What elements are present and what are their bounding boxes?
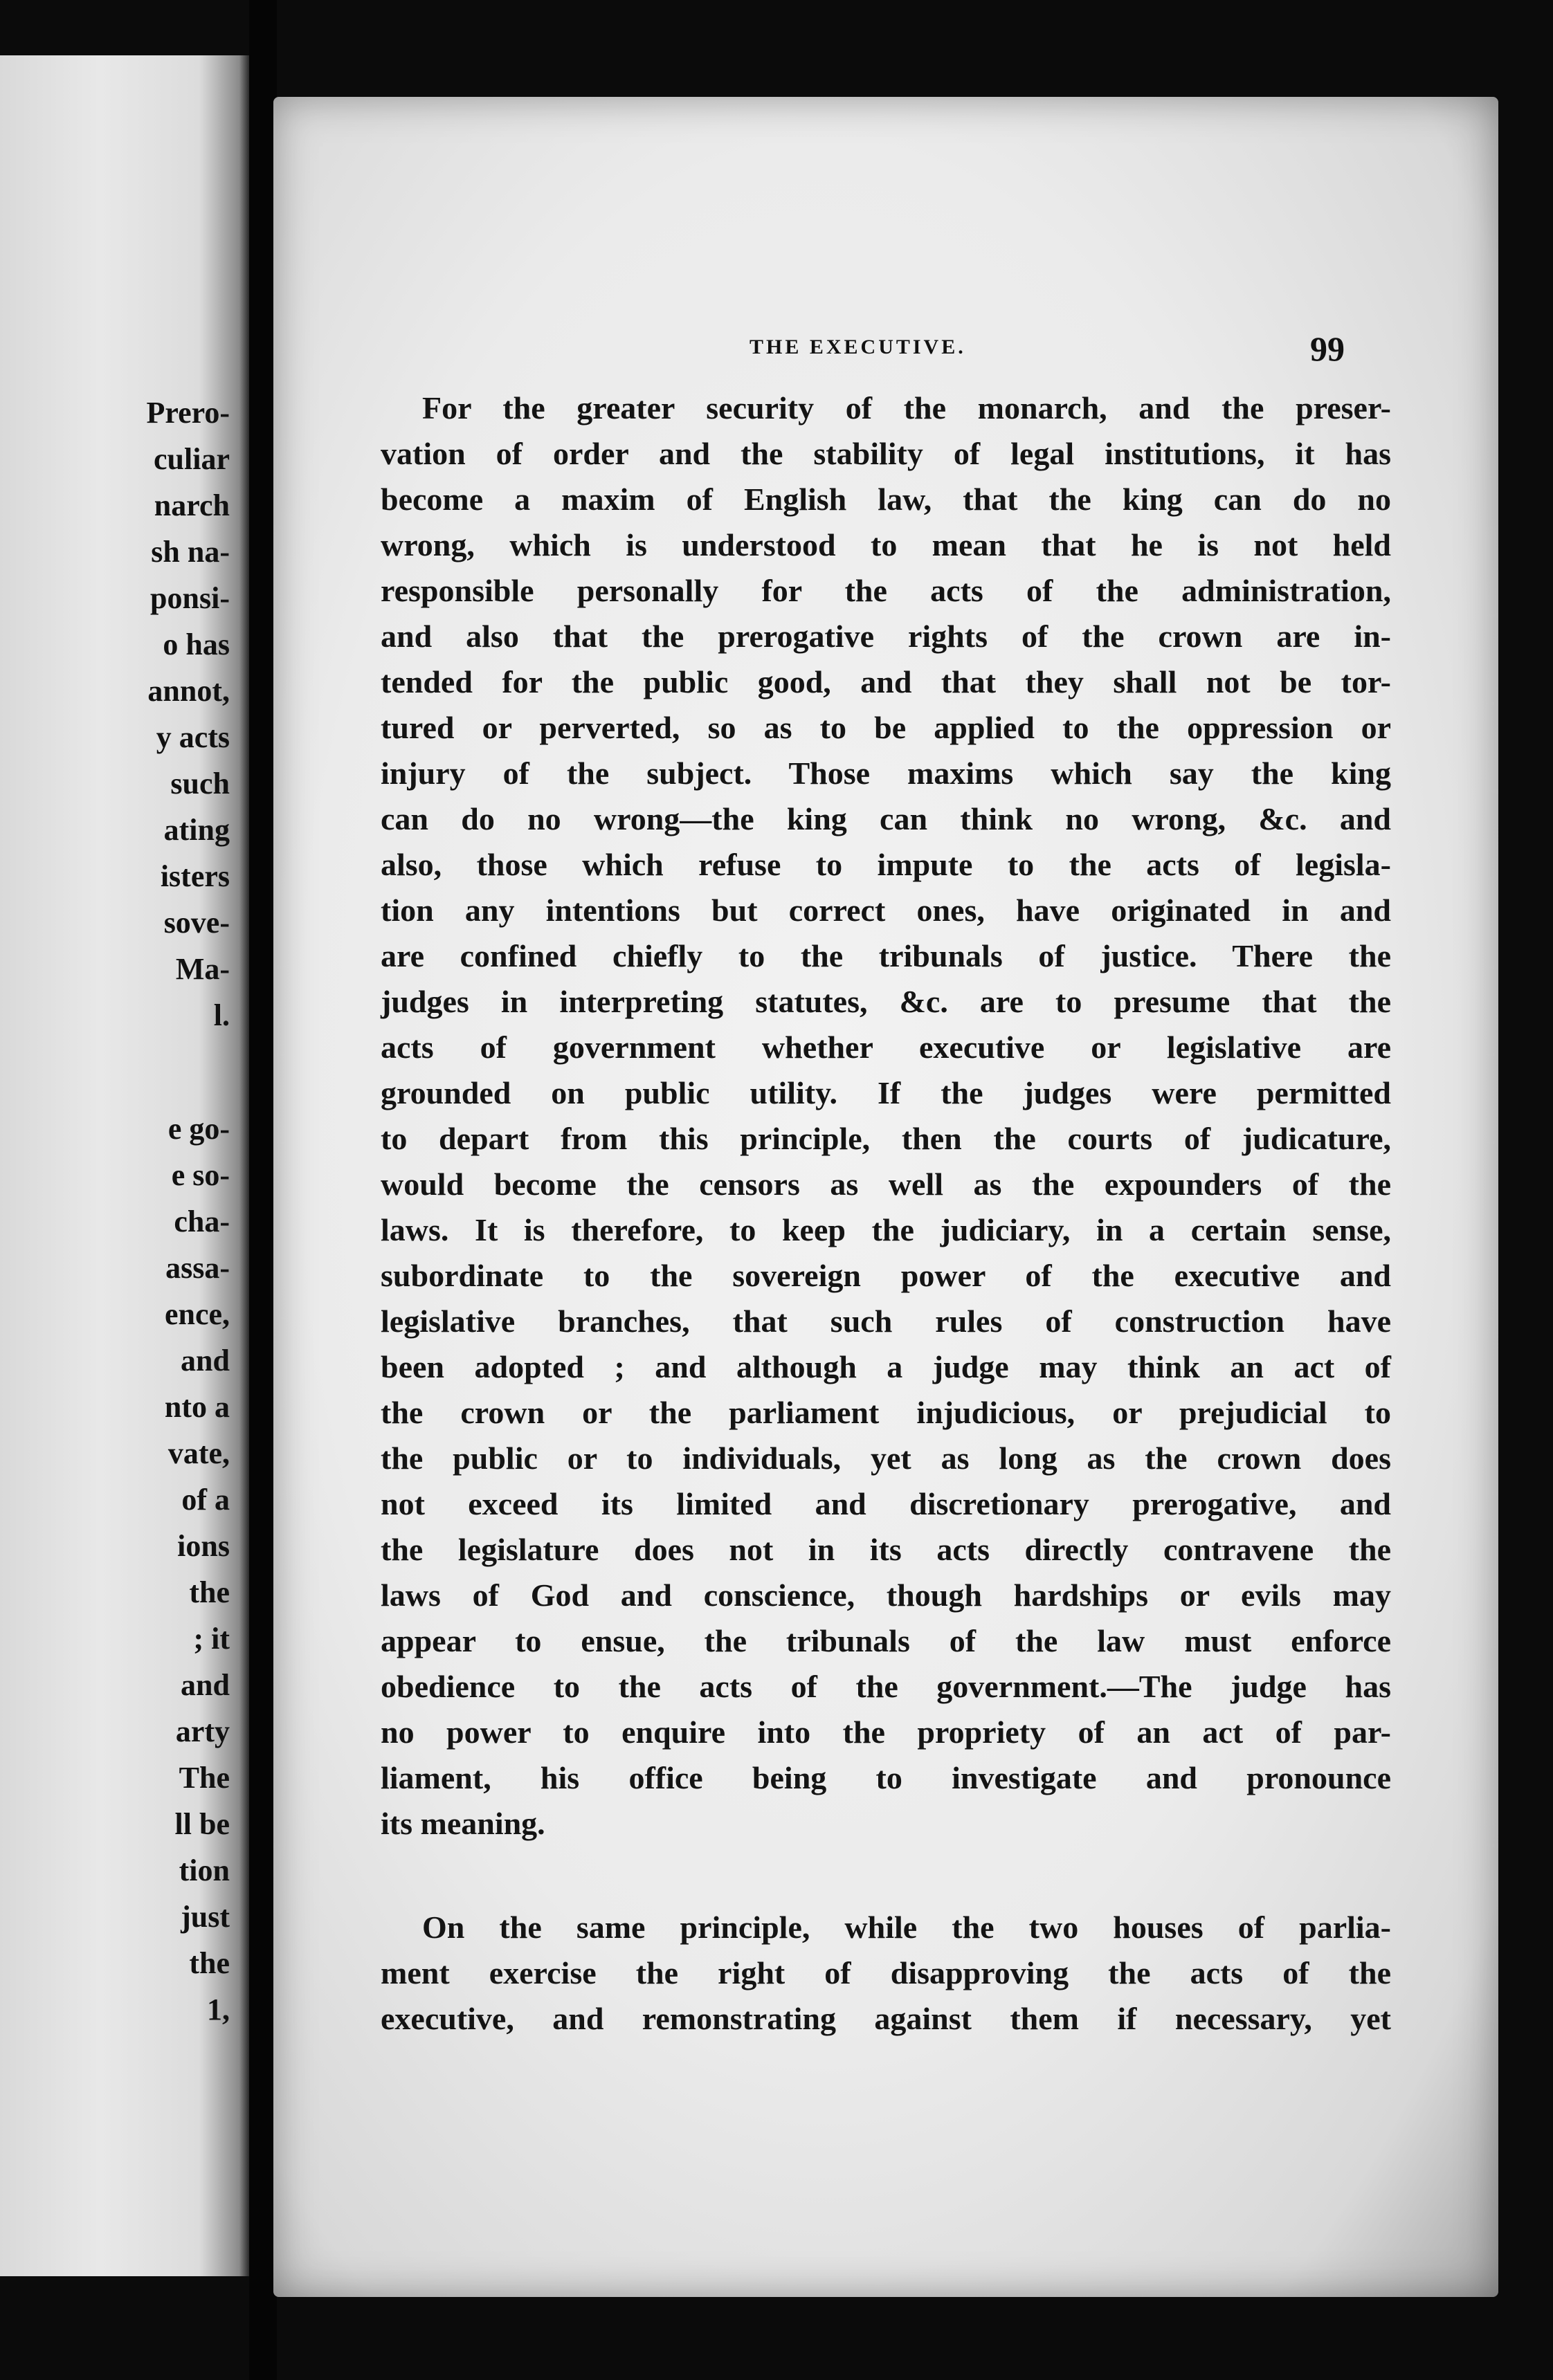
- text-line: ment exercise the right of disapproving the acts of the: [381, 1955, 1391, 1990]
- left-page-fragment: of a: [181, 1483, 230, 1517]
- text-line: grounded on public utility. If the judges were permitted: [381, 1075, 1391, 1110]
- text-line: and also that the prerogative rights of the crown are in-: [381, 619, 1391, 654]
- text-line: no power to enquire into the propriety of an act of par-: [381, 1714, 1391, 1750]
- running-head: THE EXECUTIVE.: [750, 336, 966, 358]
- left-page-fragment: and: [181, 1344, 230, 1377]
- left-page-fragment: and: [181, 1668, 230, 1702]
- left-page-fragment: cha-: [174, 1205, 230, 1238]
- text-line: not exceed its limited and discretionary prerogative, and: [381, 1486, 1391, 1521]
- left-page-fragment: ponsi-: [150, 581, 230, 615]
- text-line: wrong, which is understood to mean that he is not held: [381, 527, 1391, 562]
- left-page-fragment: tion: [179, 1853, 230, 1887]
- left-page-fragment: 1,: [207, 1993, 230, 2026]
- text-line: appear to ensue, the tribunals of the law must enforce: [381, 1623, 1391, 1658]
- left-page-fragment: vate,: [167, 1436, 230, 1470]
- left-page-fragment: culiar: [154, 442, 230, 476]
- left-page-fragment: ence,: [164, 1297, 230, 1331]
- left-page-fragment: o has: [163, 628, 230, 661]
- left-page-fragment: ; it: [193, 1622, 230, 1656]
- page-number: 99: [1310, 329, 1345, 368]
- left-facing-page: [0, 55, 249, 2276]
- text-line: vation of order and the stability of legal institutions, it has: [381, 436, 1391, 471]
- left-page-fragment: just: [181, 1900, 230, 1934]
- left-page-fragment: Ma-: [175, 952, 230, 986]
- text-line: are confined chiefly to the tribunals of justice. There the: [381, 938, 1391, 973]
- left-page-fragment: sh na-: [151, 535, 230, 569]
- text-line: judges in interpreting statutes, &c. are to presume that the: [381, 984, 1391, 1019]
- left-page-fragment: narch: [154, 488, 230, 522]
- text-line: can do no wrong—the king can think no wrong, &c. and: [381, 801, 1391, 836]
- text-line: laws of God and conscience, though hardships or evils may: [381, 1577, 1391, 1613]
- right-page: [273, 97, 1498, 2297]
- text-line: acts of government whether executive or legislative are: [381, 1029, 1391, 1065]
- text-line: legislative branches, that such rules of construction have: [381, 1303, 1391, 1339]
- left-page-fragment: ll be: [174, 1807, 230, 1841]
- text-line: the crown or the parliament injudicious, or prejudicial to: [381, 1395, 1391, 1430]
- left-page-fragment: sove-: [163, 906, 230, 940]
- text-line: injury of the subject. Those maxims which say the king: [381, 756, 1391, 791]
- text-line: the legislature does not in its acts directly contravene the: [381, 1532, 1391, 1567]
- text-line: tion any intentions but correct ones, have originated in and: [381, 892, 1391, 928]
- text-line: its meaning.: [381, 1806, 545, 1841]
- left-page-fragment: the: [189, 1575, 230, 1609]
- text-line: to depart from this principle, then the courts of judicature,: [381, 1121, 1391, 1156]
- left-page-fragment: Prero-: [146, 396, 230, 430]
- left-page-fragment: the: [189, 1946, 230, 1980]
- left-page-fragment: such: [170, 767, 230, 800]
- left-page-fragment: isters: [160, 859, 230, 893]
- text-line: executive, and remonstrating against them if necessary, yet: [381, 2001, 1391, 2036]
- book-gutter: [249, 0, 277, 2380]
- text-line: would become the censors as well as the expounders of the: [381, 1166, 1391, 1202]
- text-line: laws. It is therefore, to keep the judiciary, in a certain sense,: [381, 1212, 1391, 1247]
- left-page-fragment: l.: [213, 998, 230, 1032]
- left-page-fragment: assa-: [165, 1251, 230, 1285]
- left-page-fragment: y acts: [156, 720, 230, 754]
- text-line: On the same principle, while the two houses of parlia-: [422, 1910, 1391, 1945]
- left-page-fragment: e so-: [171, 1158, 230, 1192]
- left-page-fragment: ions: [177, 1529, 230, 1563]
- left-page-fragment: ating: [163, 813, 230, 847]
- text-line: responsible personally for the acts of the administration,: [381, 573, 1391, 608]
- text-line: For the greater security of the monarch, and the preser-: [422, 390, 1391, 425]
- text-line: tured or perverted, so as to be applied to the oppression or: [381, 710, 1391, 745]
- text-line: also, those which refuse to impute to the acts of legisla-: [381, 847, 1391, 882]
- text-line: subordinate to the sovereign power of the executive and: [381, 1258, 1391, 1293]
- text-line: obedience to the acts of the government.—The judge has: [381, 1669, 1391, 1704]
- text-line: become a maxim of English law, that the king can do no: [381, 482, 1391, 517]
- left-page-fragment: annot,: [147, 674, 230, 708]
- text-line: been adopted ; and although a judge may think an act of: [381, 1349, 1391, 1384]
- left-page-fragment: arty: [175, 1714, 230, 1748]
- text-line: the public or to individuals, yet as long as the crown does: [381, 1440, 1391, 1476]
- text-line: tended for the public good, and that they shall not be tor-: [381, 664, 1391, 699]
- text-line: liament, his office being to investigate and pronounce: [381, 1760, 1391, 1795]
- left-page-fragment: The: [179, 1761, 230, 1795]
- left-page-fragment: nto a: [164, 1390, 230, 1424]
- left-page-fragment: e go-: [167, 1112, 230, 1146]
